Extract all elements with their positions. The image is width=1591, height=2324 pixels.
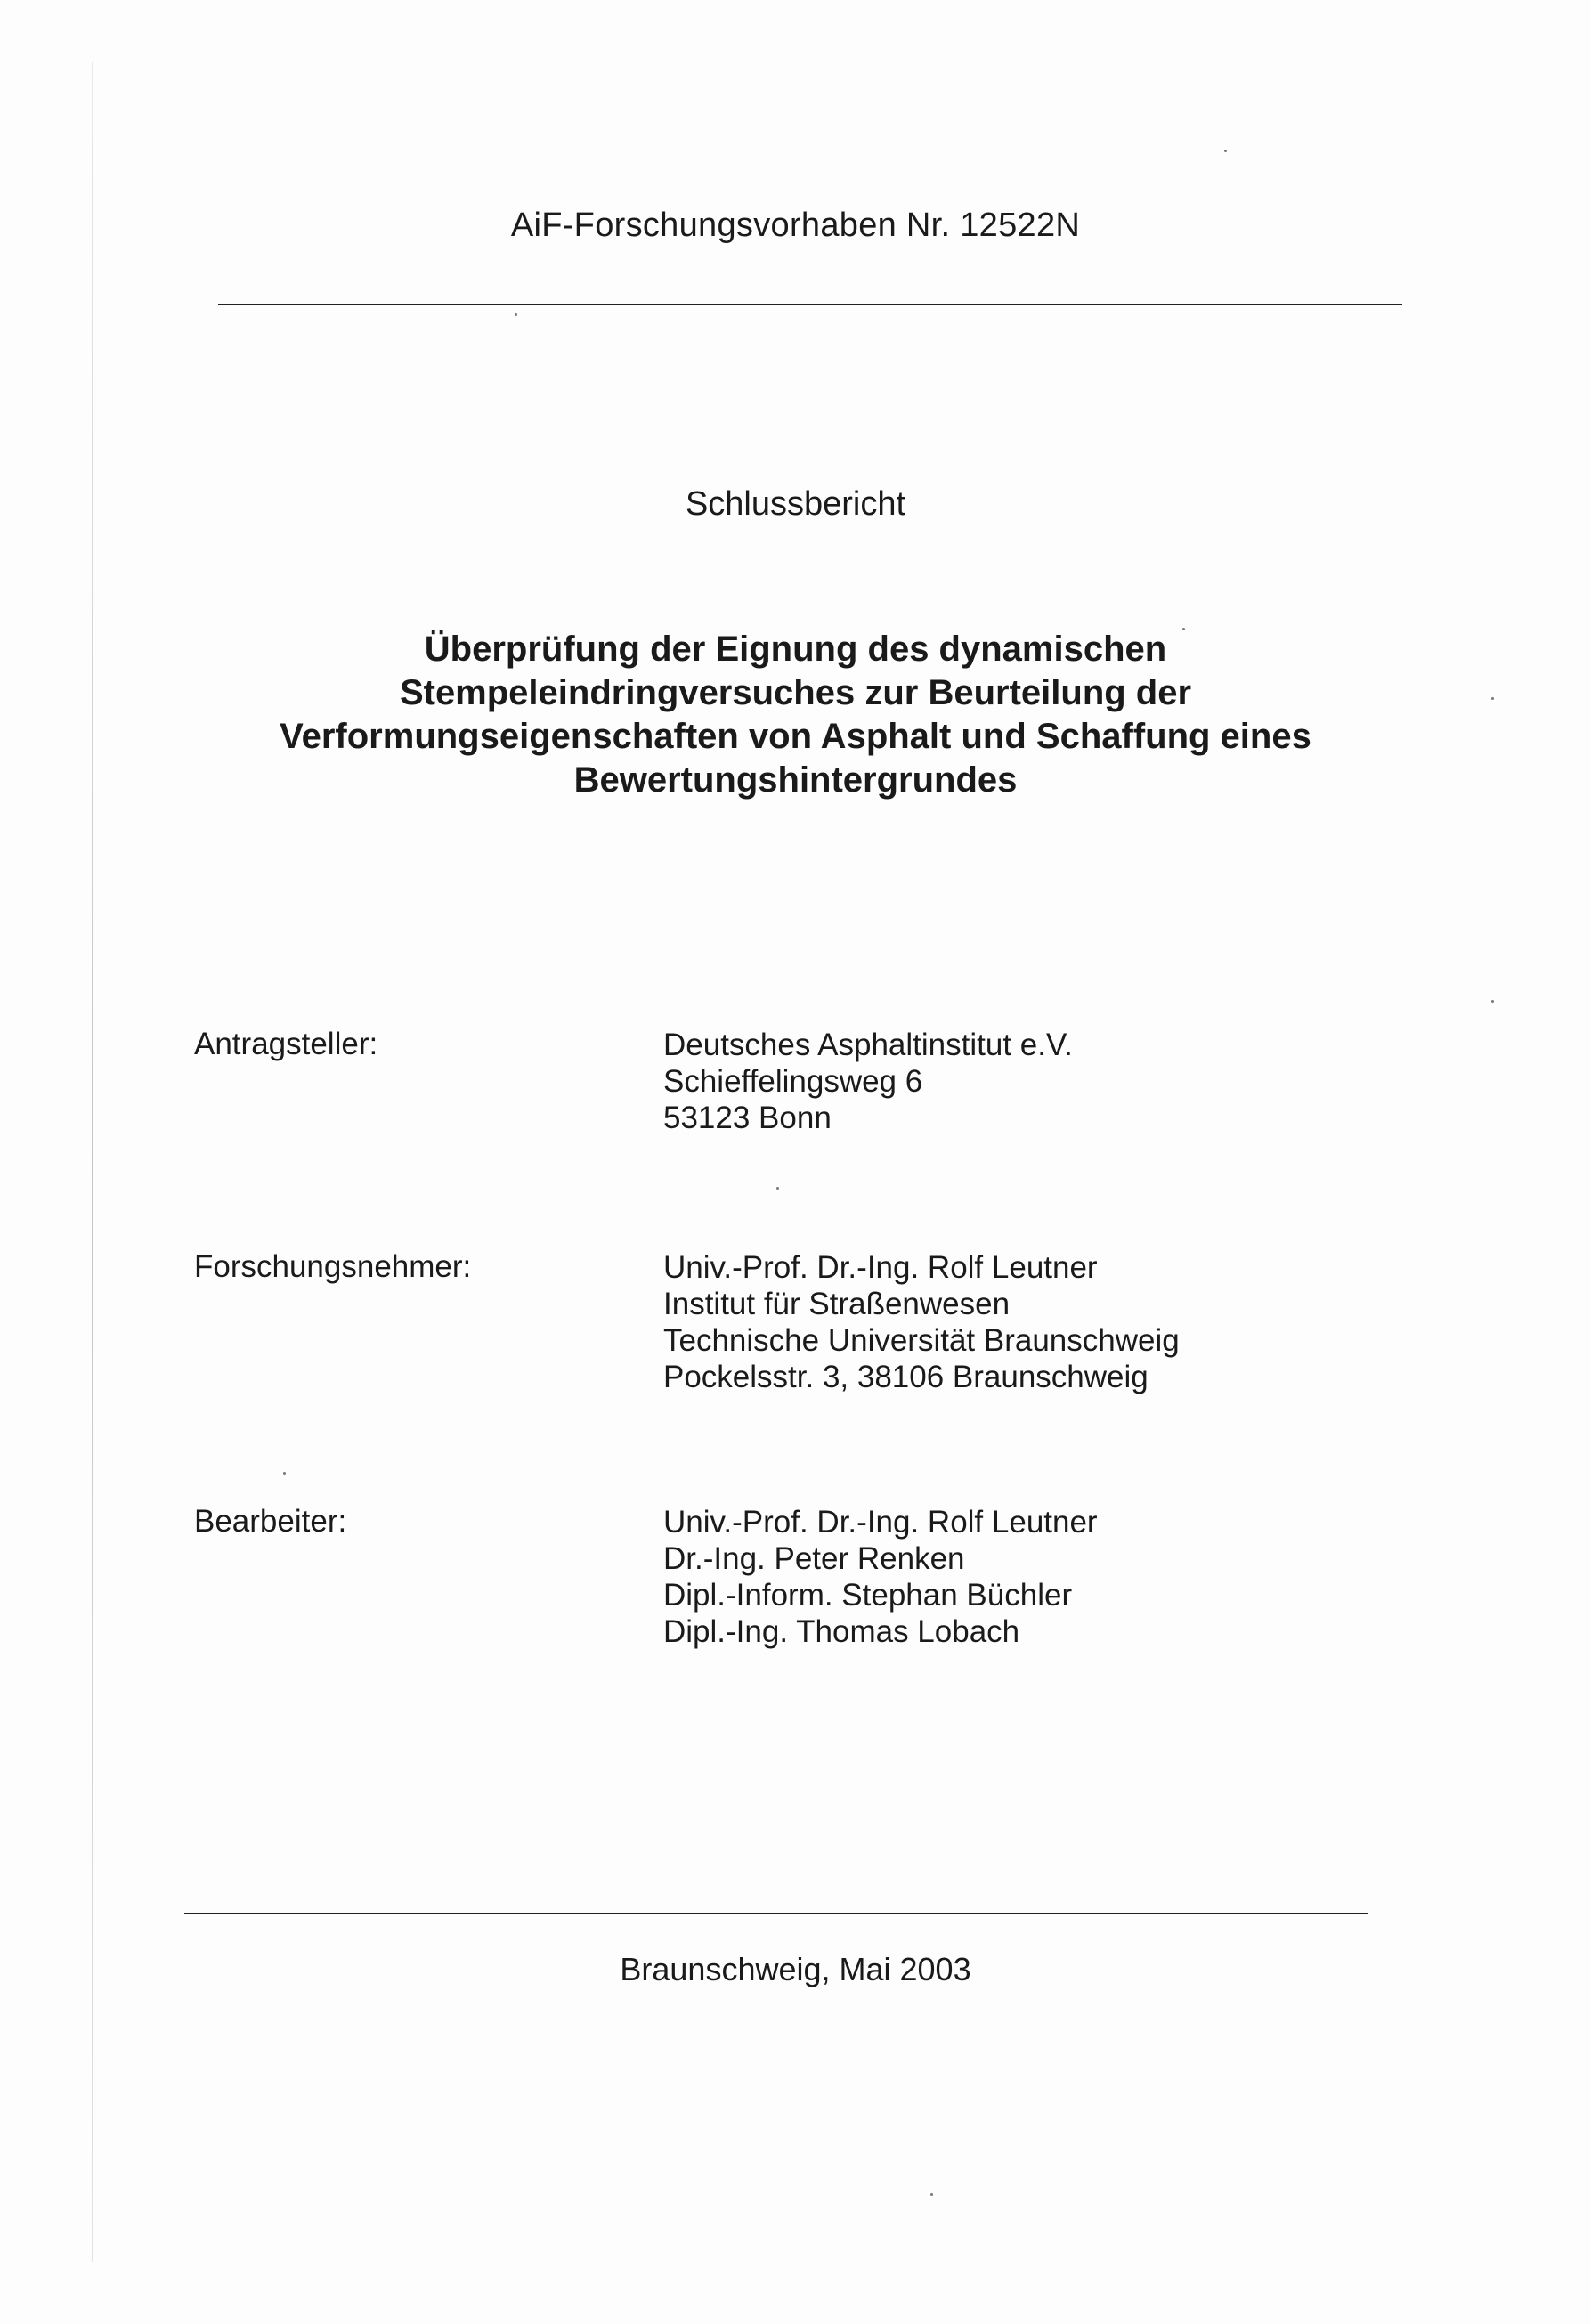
scan-speck (776, 1187, 779, 1190)
editor-line: Dipl.-Ing. Thomas Lobach (663, 1614, 1020, 1649)
scan-speck (1224, 150, 1227, 152)
scan-speck (1491, 1000, 1494, 1003)
scan-speck (1491, 697, 1494, 700)
title-line: Überprüfung der Eignung des dynamischen (424, 630, 1167, 669)
applicant-label: Antragsteller: (194, 1027, 378, 1061)
title-line: Verformungseigenschaften von Asphalt und Schaffung eines (280, 717, 1311, 756)
top-divider (218, 304, 1402, 305)
place-and-date: Braunschweig, Mai 2003 (620, 1951, 971, 1987)
editor-line: Dr.-Ing. Peter Renken (663, 1541, 965, 1576)
scan-edge-shadow (92, 62, 93, 2262)
research-contractor-line: Univ.-Prof. Dr.-Ing. Rolf Leutner (663, 1250, 1098, 1285)
applicant-line: Deutsches Asphaltinstitut e.V. (663, 1028, 1073, 1062)
bottom-divider (184, 1913, 1368, 1914)
applicant-line: Schieffelingsweg 6 (663, 1064, 923, 1099)
research-contractor-line: Institut für Straßenwesen (663, 1287, 1011, 1321)
report-title (178, 628, 1413, 802)
scan-speck (930, 2193, 933, 2196)
editor-line: Dipl.-Inform. Stephan Büchler (663, 1578, 1073, 1613)
research-contractor-line: Pockelsstr. 3, 38106 Braunschweig (663, 1360, 1149, 1394)
research-contractor-line: Technische Universität Braunschweig (663, 1323, 1180, 1358)
scan-speck (283, 1472, 286, 1475)
research-contractor-label: Forschungsnehmer: (194, 1249, 472, 1284)
editor-line: Univ.-Prof. Dr.-Ing. Rolf Leutner (663, 1505, 1098, 1540)
editors-label: Bearbeiter: (194, 1504, 347, 1539)
applicant-details (663, 1027, 1073, 1136)
title-line: Bewertungshintergrundes (573, 760, 1018, 800)
research-contractor-details (663, 1249, 1180, 1395)
editors-list (663, 1504, 1098, 1650)
scan-speck (515, 313, 517, 316)
title-line: Stempeleindringversuches zur Beurteilung der (399, 673, 1192, 712)
report-type: Schlussbericht (685, 485, 906, 523)
applicant-line: 53123 Bonn (663, 1101, 832, 1135)
project-number: AiF-Forschungsvorhaben Nr. 12522N (510, 207, 1081, 244)
